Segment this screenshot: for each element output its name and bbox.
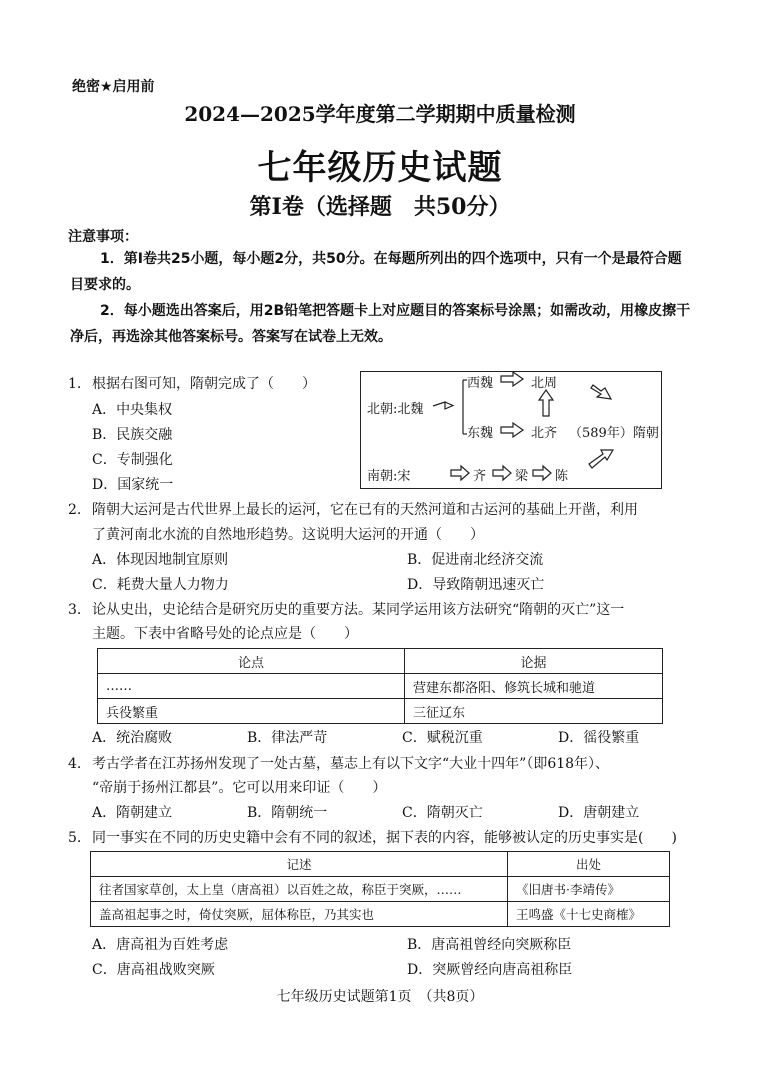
table-header-cell: 论点: [98, 649, 405, 674]
q3-option-a[interactable]: A．统治腐败: [92, 730, 173, 746]
question-2-stem-line-1: 隋朝大运河是古代世界上最长的运河，它在已有的天然河道和古运河的基础上开凿，利用: [92, 502, 638, 518]
q4-option-b[interactable]: B．隋朝统一: [247, 805, 328, 821]
sui-year-label: （589年）隋朝: [569, 426, 659, 441]
note-1: 1．第Ⅰ卷共25小题，每小题2分，共50分。在每题所列出的四个选项中，只有一个是最符合题目要求的。: [70, 251, 682, 293]
north-dynasty-label: 北朝:北魏: [367, 402, 424, 417]
q3-argument-table: [97, 648, 663, 724]
south-dynasty-label: 南朝:宋: [367, 469, 411, 484]
q3-option-c[interactable]: C．赋税沉重: [402, 730, 483, 746]
table-header-cell: 记述: [91, 852, 508, 877]
q1-option-d[interactable]: D．国家统一: [92, 477, 174, 493]
question-1-stem: 根据右图可知，隋朝完成了（ ）: [92, 376, 316, 392]
dynasty-flow-diagram: [360, 371, 662, 489]
table-cell: 三征辽东: [405, 699, 663, 724]
question-number: 4.: [68, 756, 82, 772]
table-header-cell: 论据: [405, 649, 663, 674]
q5-option-c[interactable]: C．唐高祖战败突厥: [92, 962, 215, 978]
q1-option-c[interactable]: C．专制强化: [92, 452, 173, 468]
confidential-mark: 绝密★启用前: [72, 79, 155, 95]
q5-record-table: [90, 851, 670, 927]
table-cell: 王鸣盛《十七史商榷》: [508, 902, 670, 927]
table-header-row: [91, 852, 670, 877]
q2-option-b[interactable]: B．促进南北经济交流: [407, 552, 544, 568]
north-zhou-label: 北周: [531, 376, 558, 391]
table-cell: 兵役繁重: [98, 699, 405, 724]
east-wei-label: 东魏: [467, 426, 494, 441]
question-number: 1.: [68, 376, 82, 392]
q5-option-b[interactable]: B．唐高祖曾经向突厥称臣: [407, 937, 572, 953]
liang-label: 梁: [515, 469, 529, 484]
table-row: [91, 877, 670, 902]
table-row: [98, 674, 663, 699]
q4-option-d[interactable]: D．唐朝建立: [558, 805, 640, 821]
q3-option-b[interactable]: B．律法严苛: [247, 730, 328, 746]
q1-option-a[interactable]: A．中央集权: [92, 402, 173, 418]
question-4-stem-line-1: 考古学者在江苏扬州发现了一处古墓，墓志上有以下文字“大业十四年”（即618年）、: [92, 756, 610, 772]
question-number: 3.: [68, 602, 82, 618]
table-row: [98, 699, 663, 724]
q4-option-c[interactable]: C．隋朝灭亡: [402, 805, 483, 821]
question-2-stem-line-2: 了黄河南北水流的自然地形趋势。这说明大运河的开通（ ）: [92, 527, 484, 543]
question-4-stem-line-2: “帝崩于扬州江都县”。它可以用来印证（ ）: [92, 780, 387, 796]
table-cell: 盖高祖起事之时，倚仗突厥，屈体称臣，乃其实也: [91, 902, 508, 927]
q2-option-d[interactable]: D．导致隋朝迅速灭亡: [407, 577, 545, 593]
q5-option-a[interactable]: A．唐高祖为百姓考虑: [92, 937, 229, 953]
table-header-cell: 出处: [508, 852, 670, 877]
q4-option-a[interactable]: A．隋朝建立: [92, 805, 173, 821]
q2-option-a[interactable]: A．体现因地制宜原则: [92, 552, 229, 568]
table-cell: 营建东都洛阳、修筑长城和驰道: [405, 674, 663, 699]
table-cell: 《旧唐书·李靖传》: [508, 877, 670, 902]
question-3-stem-line-2: 主题。下表中省略号处的论点应是（ ）: [92, 626, 358, 642]
question-number: 5.: [68, 830, 82, 846]
notes-heading: 注意事项：: [68, 229, 138, 245]
question-3-stem-line-1: 论从史出，史论结合是研究历史的重要方法。某同学运用该方法研究“隋朝的灭亡”这一: [92, 602, 625, 618]
table-header-row: [98, 649, 663, 674]
qi-label: 齐: [473, 469, 487, 484]
table-row: [91, 902, 670, 927]
exam-title: 七年级历史试题: [257, 148, 503, 188]
section-title: 第Ⅰ卷（选择题 共50分）: [249, 194, 511, 220]
west-wei-label: 西魏: [467, 376, 494, 391]
q5-option-d[interactable]: D．突厥曾经向唐高祖称臣: [407, 962, 573, 978]
q3-option-d[interactable]: D．徭役繁重: [558, 730, 640, 746]
q1-option-b[interactable]: B．民族交融: [92, 427, 173, 443]
question-5-stem: 同一事实在不同的历史史籍中会有不同的叙述，据下表的内容，能够被认定的历史事实是( ): [92, 830, 677, 846]
note-2: 2．每小题选出答案后，用2B铅笔把答题卡上对应题目的答案标号涂黑；如需改动，用橡皮擦干净后，再选涂其他答案标号。答案写在试卷上无效。: [70, 303, 691, 345]
exam-year-title: 2024—2025学年度第二学期期中质量检测: [184, 102, 576, 126]
north-qi-label: 北齐: [531, 426, 558, 441]
table-cell: 往者国家草创，太上皇（唐高祖）以百姓之故，称臣于突厥，……: [91, 877, 508, 902]
table-cell: ……: [98, 674, 405, 699]
question-number: 2.: [68, 502, 82, 518]
chen-label: 陈: [555, 469, 569, 484]
q2-option-c[interactable]: C．耗费大量人力物力: [92, 577, 229, 593]
page-footer: 七年级历史试题第1页 （共8页）: [276, 989, 484, 1005]
